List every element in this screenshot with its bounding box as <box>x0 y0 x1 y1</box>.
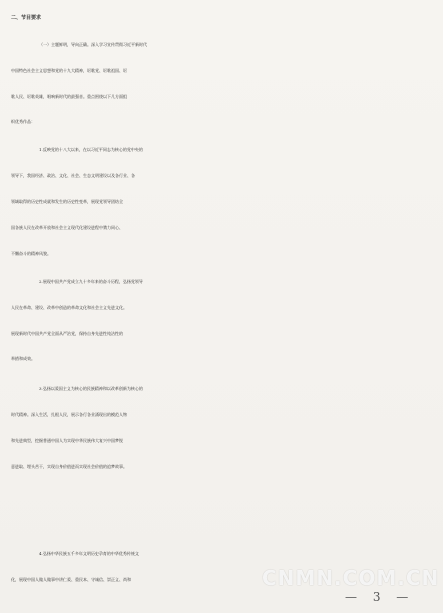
text-line: 1.反映党的十八大以来，在以习近平同志为核心的党中央的 <box>39 147 143 152</box>
text-line: 举措和成效。 <box>11 356 35 361</box>
text-line: 领域取得的历史性成就和发生的历史性变革，展现党领导团结全 <box>11 199 123 204</box>
text-line: 4.弘扬中华民族五千多年文明历史孕育的中华优秀传统文 <box>39 551 139 556</box>
text-line: 展现新时代中国共产党全面从严治党，保持自身先进性纯洁性的 <box>11 331 123 336</box>
page-number: — 3 — <box>345 590 415 604</box>
text-line: 化，展现中国人做人做事中讲仁爱、重民本、守诚信、崇正义、尚和 <box>11 577 131 582</box>
section-heading: 二、节目要求 <box>11 15 42 21</box>
text-line: 2.展现中国共产党成立九十多年来的奋斗历程，弘扬党领导 <box>39 279 143 284</box>
text-line: 歌人民、讴歌英雄，唱响新时代的最强音。重点围绕以下几方面组 <box>11 94 127 99</box>
text-line: 不懈奋斗的精神风貌。 <box>11 251 51 256</box>
text-line: 国各族人民在改革开放和社会主义现代化建设进程中戮力同心、 <box>11 225 123 230</box>
text-line: 3.弘扬以爱国主义为核心的民族精神和以改革创新为核心的 <box>39 386 143 391</box>
text-line: （一）主题鲜明，导向正确。深入学习宣传贯彻习近平新时代 <box>39 42 147 47</box>
site-watermark: CNMN.COM.CN <box>262 566 440 590</box>
text-line: 织优秀作品： <box>11 119 35 124</box>
text-line: 时代精神。深入生活，扎根人民，展示各行各业涌现出的模范人物 <box>11 412 127 417</box>
text-line: 意进取、埋头苦干，实现自身价值进而实现社会价值的追梦故事。 <box>11 464 127 469</box>
text-line: 人民在革命、建设、改革中创造的革命文化和社会主义先进文化。 <box>11 305 127 310</box>
text-line: 领导下，我国经济、政治、文化、社会、生态文明建设以及各行业、各 <box>11 173 135 178</box>
text-line: 中国特色社会主义思想和党的十九大精神，讴歌党、讴歌祖国、讴 <box>11 68 127 73</box>
text-line: 和先进典型，挖掘普通中国人为实现中华民族伟大复兴中国梦锐 <box>11 438 123 443</box>
